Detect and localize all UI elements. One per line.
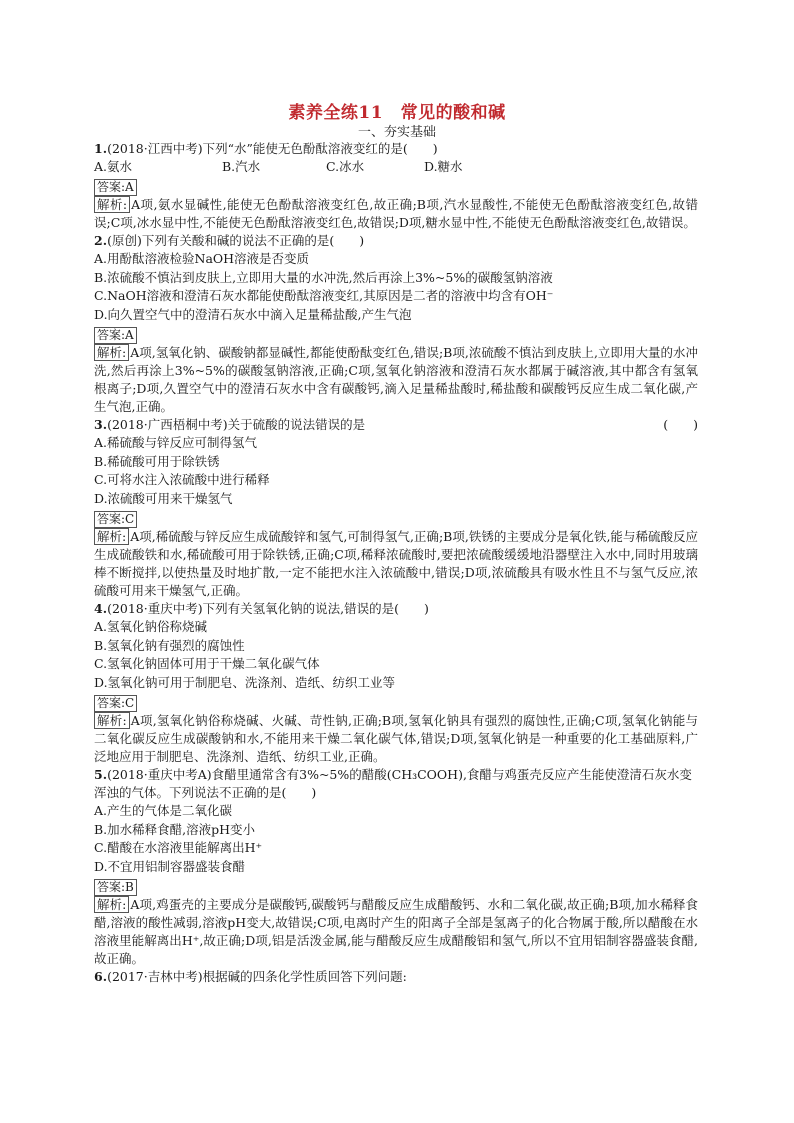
explanation bbox=[94, 196, 698, 232]
answer-label: 答案: bbox=[97, 180, 126, 194]
explanation bbox=[94, 528, 698, 600]
option-d: D.浓硫酸可用来干燥氢气 bbox=[94, 490, 233, 506]
option-d: D.氢氧化钠可用于制肥皂、洗涤剂、造纸、纺织工业等 bbox=[94, 674, 396, 690]
answer-value: B bbox=[125, 880, 134, 894]
option-a: A.氢氧化钠俗称烧碱 bbox=[94, 619, 208, 634]
question-stem: (原创)下列有关酸和碱的说法不正确的是( ) bbox=[107, 233, 365, 248]
option-d: D.不宜用铝制容器盛装食醋 bbox=[94, 858, 246, 874]
question-5 bbox=[94, 766, 698, 968]
question-number: 4. bbox=[94, 601, 108, 616]
question-stem: (2018·重庆中考)下列有关氢氧化钠的说法,错误的是( ) bbox=[107, 601, 429, 616]
answer-value: A bbox=[125, 180, 134, 194]
question-number: 1. bbox=[94, 141, 108, 156]
option-d: D.糖水 bbox=[424, 159, 463, 174]
question-number: 2. bbox=[94, 233, 108, 248]
option-a: A.稀硫酸与锌反应可制得氢气 bbox=[94, 435, 258, 450]
answer-value: C bbox=[125, 696, 135, 710]
explanation-label: 解析: bbox=[94, 528, 129, 545]
option-b: B.稀硫酸可用于除铁锈 bbox=[94, 453, 220, 469]
option-d: D.向久置空气中的澄清石灰水中滴入足量稀盐酸,产生气泡 bbox=[94, 306, 412, 322]
answer-value: A bbox=[125, 328, 134, 342]
answer-label: 答案: bbox=[97, 696, 126, 710]
question-1 bbox=[94, 140, 698, 232]
answer-box bbox=[94, 511, 137, 528]
answer-blank: ( ) bbox=[663, 417, 698, 432]
option-b: B.汽水 bbox=[222, 159, 261, 174]
answer-box bbox=[94, 179, 137, 196]
answer-value: C bbox=[125, 512, 135, 526]
explanation-text: A项,氨水显碱性,能使无色酚酞溶液变红色,故正确;B项,汽水显酸性,不能使无色酚酞溶液变红色,故错误;C项,冰水显中性,不能使无色酚酞溶液变红色,故错误;D项,糖水显中性,不能使无色酚酞溶液变红色,故错误。 bbox=[94, 197, 698, 230]
explanation-text: A项,稀硫酸与锌反应生成硫酸锌和氢气,可制得氢气,正确;B项,铁锈的主要成分是氧化铁,能与稀硫酸反应生成硫酸铁和水,稀硫酸可用于除铁锈,正确;C项,稀释浓硫酸时,要把浓硫酸缓缓地沿器壁注入水中,同时用玻璃棒不断搅拌,以使热量及时地扩散,一定不能把水注入浓硫酸中,错误;D项,浓硫酸具有吸水性且不与氢气反应,浓硫酸可用来干燥氢气,正确。 bbox=[94, 529, 698, 598]
explanation-text: A项,氢氧化钠俗称烧碱、火碱、苛性钠,正确;B项,氢氧化钠具有强烈的腐蚀性,正确;C项,氢氧化钠能与二氧化碳反应生成碳酸钠和水,不能用来干燥二氧化碳气体,错误;D项,氢氧化钠是一种重要的化工基础原料,广泛地应用于制肥皂、洗涤剂、造纸、纺织工业,正确。 bbox=[94, 713, 698, 764]
answer-label: 答案: bbox=[97, 512, 126, 526]
question-stem: (2018·广西梧桐中考)关于硫酸的说法错误的是 bbox=[107, 417, 366, 432]
question-list bbox=[94, 140, 698, 986]
explanation-text: A项,氢氧化钠、碳酸钠都显碱性,都能使酚酞变红色,错误;B项,浓硫酸不慎沾到皮肤上,立即用大量的水冲洗,然后再涂上3%~5%的碳酸氢钠溶液,正确;C项,氢氧化钠溶液和澄清石灰水都属于碱溶液,其中都含有氢氧根离子;D项,久置空气中的澄清石灰水中含有碳酸钙,滴入足量稀盐酸时,稀盐酸和碳酸钙反应生成二氧化碳,产生气泡,正确。 bbox=[94, 345, 698, 414]
answer-label: 答案: bbox=[97, 880, 126, 894]
question-4 bbox=[94, 600, 698, 766]
question-number: 3. bbox=[94, 417, 108, 432]
option-a: A.用酚酞溶液检验NaOH溶液是否变质 bbox=[94, 251, 310, 266]
explanation-label: 解析: bbox=[94, 196, 130, 213]
question-stem: (2017·吉林中考)根据碱的四条化学性质回答下列问题: bbox=[107, 969, 407, 984]
question-stem: (2018·重庆中考A)食醋里通常含有3%~5%的醋酸(CH₃COOH),食醋与鸡蛋壳反应产生能使澄清石灰水变浑浊的气体。下列说法不正确的是( ) bbox=[94, 767, 692, 800]
option-row bbox=[94, 158, 698, 176]
answer-label: 答案: bbox=[97, 328, 126, 342]
explanation-label: 解析: bbox=[94, 712, 130, 729]
option-b: B.氢氧化钠有强烈的腐蚀性 bbox=[94, 637, 245, 653]
option-a: A.氨水 bbox=[94, 159, 133, 174]
question-3 bbox=[94, 416, 698, 600]
option-a: A.产生的气体是二氧化碳 bbox=[94, 803, 233, 818]
question-6 bbox=[94, 968, 698, 986]
question-2 bbox=[94, 232, 698, 416]
answer-box bbox=[94, 879, 137, 896]
question-number: 5. bbox=[94, 767, 108, 782]
answer-box bbox=[94, 695, 137, 712]
explanation-text: A项,鸡蛋壳的主要成分是碳酸钙,碳酸钙与醋酸反应生成醋酸钙、水和二氧化碳,故正确;B项,加水稀释食醋,溶液的酸性减弱,溶液pH变大,故错误;C项,电离时产生的阳离子全部是氢离子的化合物属于酸,所以醋酸在水溶液里能解离出H⁺,故正确;D项,铝是活泼金属,能与醋酸反应生成醋酸铝和氢气,所以不宜用铝制容器盛装食醋,故正确。 bbox=[94, 897, 698, 966]
option-c: C.醋酸在水溶液里能解离出H⁺ bbox=[94, 840, 263, 855]
page-title: 素养全练11 常见的酸和碱 bbox=[288, 103, 506, 123]
answer-box bbox=[94, 327, 137, 344]
section-heading: 一、夯实基础 bbox=[357, 125, 436, 140]
option-b: B.浓硫酸不慎沾到皮肤上,立即用大量的水冲洗,然后再涂上3%~5%的碳酸氢钠溶液 bbox=[94, 269, 553, 285]
option-c: C.可将水注入浓硫酸中进行稀释 bbox=[94, 472, 270, 487]
option-c: C.NaOH溶液和澄清石灰水都能使酚酞溶液变红,其原因是二者的溶液中均含有OH⁻ bbox=[94, 288, 554, 303]
question-number: 6. bbox=[94, 969, 108, 984]
question-stem: (2018·江西中考)下列“水”能使无色酚酞溶液变红的是( ) bbox=[107, 141, 438, 156]
explanation bbox=[94, 344, 698, 416]
option-c: C.冰水 bbox=[326, 159, 365, 174]
explanation-label: 解析: bbox=[94, 344, 129, 361]
explanation-label: 解析: bbox=[94, 896, 129, 913]
option-c: C.氢氧化钠固体可用于干燥二氧化碳气体 bbox=[94, 656, 320, 671]
explanation bbox=[94, 896, 698, 968]
option-b: B.加水稀释食醋,溶液pH变小 bbox=[94, 821, 256, 837]
explanation bbox=[94, 712, 698, 766]
